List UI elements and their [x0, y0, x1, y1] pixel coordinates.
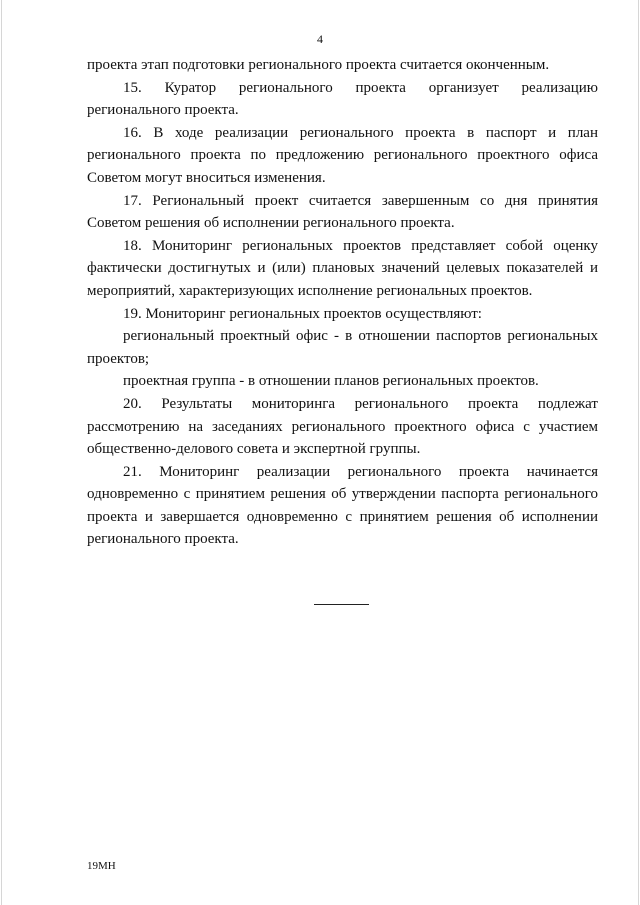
footer-code: 19МН	[87, 860, 116, 872]
paragraph-19: 19. Мониторинг региональных проектов осуществляют:	[123, 305, 482, 322]
page-number: 4	[317, 32, 323, 46]
paragraph-continuation: проекта этап подготовки регионального проекта считается оконченным.	[87, 57, 550, 73]
scan-edge-left	[1, 0, 2, 905]
paragraph-19-item-2: проектная группа - в отношении планов региональных проектов.	[123, 373, 539, 390]
paragraph-19-item-1: региональный проектный офис - в отношении паспортов региональных проектов;	[87, 328, 598, 367]
paragraph-16: 16. В ходе реализации регионального проекта в паспорт и план регионального проекта по предложению регионального проектного офиса Советом могут вноситься изменения.	[87, 124, 598, 186]
paragraph-18: 18. Мониторинг региональных проектов представляет собой оценку фактически достигнутых и (или) плановых значений целевых показателей и мероприятий, характеризующих исполнение региональных проектов.	[87, 237, 598, 299]
paragraph-21: 21. Мониторинг реализации регионального проекта начинается одновременно с принятием решения об утверждении паспорта регионального проекта и завершается одновременно с принятием решения об исполнении регионального проекта.	[87, 463, 598, 548]
scan-edge-right	[638, 0, 639, 905]
paragraph-20: 20. Результаты мониторинга регионального проекта подлежат рассмотрению на заседаниях регионального проектного офиса с участием общественно-делового совета и экспертной группы.	[87, 395, 598, 458]
paragraph-17: 17. Региональный проект считается завершенным со дня принятия Советом решения об исполнении регионального проекта.	[87, 192, 598, 232]
paragraph-15: 15. Куратор регионального проекта организует реализацию регионального проекта.	[87, 79, 598, 119]
document-body	[87, 54, 598, 551]
end-separator-line	[314, 604, 369, 605]
